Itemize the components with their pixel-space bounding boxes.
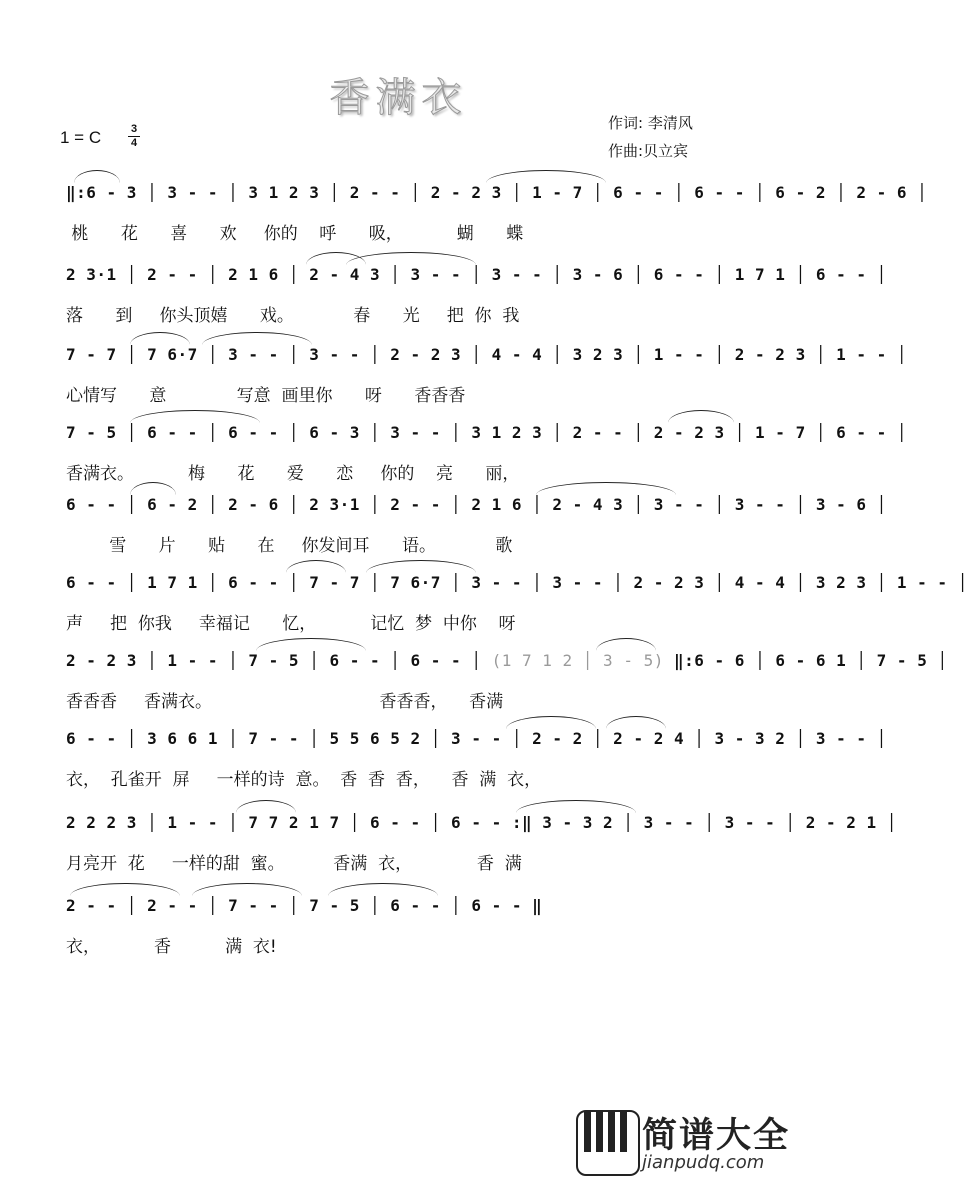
notation-tail: ‖:6 - 6 │ 6 - 6 1 │ 7 - 5 │ xyxy=(674,651,948,670)
lyrics-line: 香满衣。 梅 花 爱 恋 你的 亮 丽， xyxy=(66,464,520,484)
page-title: 香满衣 xyxy=(329,75,468,121)
notation-line: 6 - - │ 6 - 2 │ 2 - 6 │ 2 3·1 │ 2 - - │ 2 1 6 │ 2 - 4 3 │ 3 - - │ 3 - - │ 3 - 6 │ xyxy=(66,495,887,514)
composer-credit: 作曲:贝立宾 xyxy=(608,142,689,160)
lyrics-line: 桃 花 喜 欢 你的 呼 吸， 蝴 蝶 xyxy=(66,224,524,244)
lyrics-line: 衣， 香 满 衣! xyxy=(66,937,277,957)
key-signature: 1 = C xyxy=(60,128,102,147)
logo-url: jianpudq.com xyxy=(642,1152,765,1173)
time-signature xyxy=(128,124,140,149)
lyrics-line: 衣， 孔雀开 屏 一样的诗 意。 香 香 香， 香 满 衣， xyxy=(66,770,542,790)
site-logo xyxy=(570,1108,792,1178)
lyricist-credit: 作词: 李清风 xyxy=(608,114,693,132)
piano-icon xyxy=(576,1110,640,1176)
notation-line: 7 - 5 │ 6 - - │ 6 - - │ 6 - 3 │ 3 - - │ 3 1 2 3 │ 2 - - │ 2 - 2 3 │ 1 - 7 │ 6 - - │ xyxy=(66,423,908,442)
lyrics-line: 落 到 你头顶嬉 戏。 春 光 把 你 我 xyxy=(66,306,520,326)
notation-line: 2 3·1 │ 2 - - │ 2 1 6 │ 2 - 4 3 │ 3 - - │ 3 - - │ 3 - 6 │ 6 - - │ 1 7 1 │ 6 - - │ xyxy=(66,265,887,284)
notation-line: 6 - - │ 1 7 1 │ 6 - - │ 7 - 7 │ 7 6·7 │ 3 - - │ 3 - - │ 2 - 2 3 │ 4 - 4 │ 3 2 3 │ 1 - - │ xyxy=(66,573,968,592)
meter-numerator: 3 xyxy=(130,123,138,135)
notation-main: 2 - 2 3 │ 1 - - │ 7 - 5 │ 6 - - │ 6 - - │ xyxy=(66,651,482,670)
notation-line: 2 2 2 3 │ 1 - - │ 7 7 2 1 7 │ 6 - - │ 6 - - :‖ 3 - 3 2 │ 3 - - │ 3 - - │ 2 - 2 1 │ xyxy=(66,813,897,832)
lyrics-line: 雪 片 贴 在 你发间耳 语。 歌 xyxy=(66,536,513,556)
notation-line: ‖:6 - 3 │ 3 - - │ 3 1 2 3 │ 2 - - │ 2 - 2 3 │ 1 - 7 │ 6 - - │ 6 - - │ 6 - 2 │ 2 - 6 │ xyxy=(66,183,928,202)
meter-denominator: 4 xyxy=(130,137,138,149)
lyrics-line: 心情写 意 写意 画里你 呀 香香香 xyxy=(66,386,466,406)
notation-optional: (1 7 1 2 │ 3 - 5) xyxy=(491,651,664,670)
lyrics-line: 香香香 香满衣。 香香香， 香满 xyxy=(66,692,504,712)
notation-line: 6 - - │ 3 6 6 1 │ 7 - - │ 5 5 6 5 2 │ 3 - - │ 2 - 2 │ 2 - 2 4 │ 3 - 3 2 │ 3 - - │ xyxy=(66,729,887,748)
notation-line: 7 - 7 │ 7 6·7 │ 3 - - │ 3 - - │ 2 - 2 3 │ 4 - 4 │ 3 2 3 │ 1 - - │ 2 - 2 3 │ 1 - - │ xyxy=(66,345,908,364)
notation-line xyxy=(66,648,948,674)
lyrics-line: 月亮开 花 一样的甜 蜜。 香满 衣， 香 满 xyxy=(66,854,522,874)
logo-name: 简谱大全 xyxy=(642,1116,791,1156)
notation-line: 2 - - │ 2 - - │ 7 - - │ 7 - 5 │ 6 - - │ 6 - - ‖ xyxy=(66,896,543,915)
lyrics-line: 声 把 你我 幸福记 忆， 记忆 梦 中你 呀 xyxy=(66,614,516,634)
